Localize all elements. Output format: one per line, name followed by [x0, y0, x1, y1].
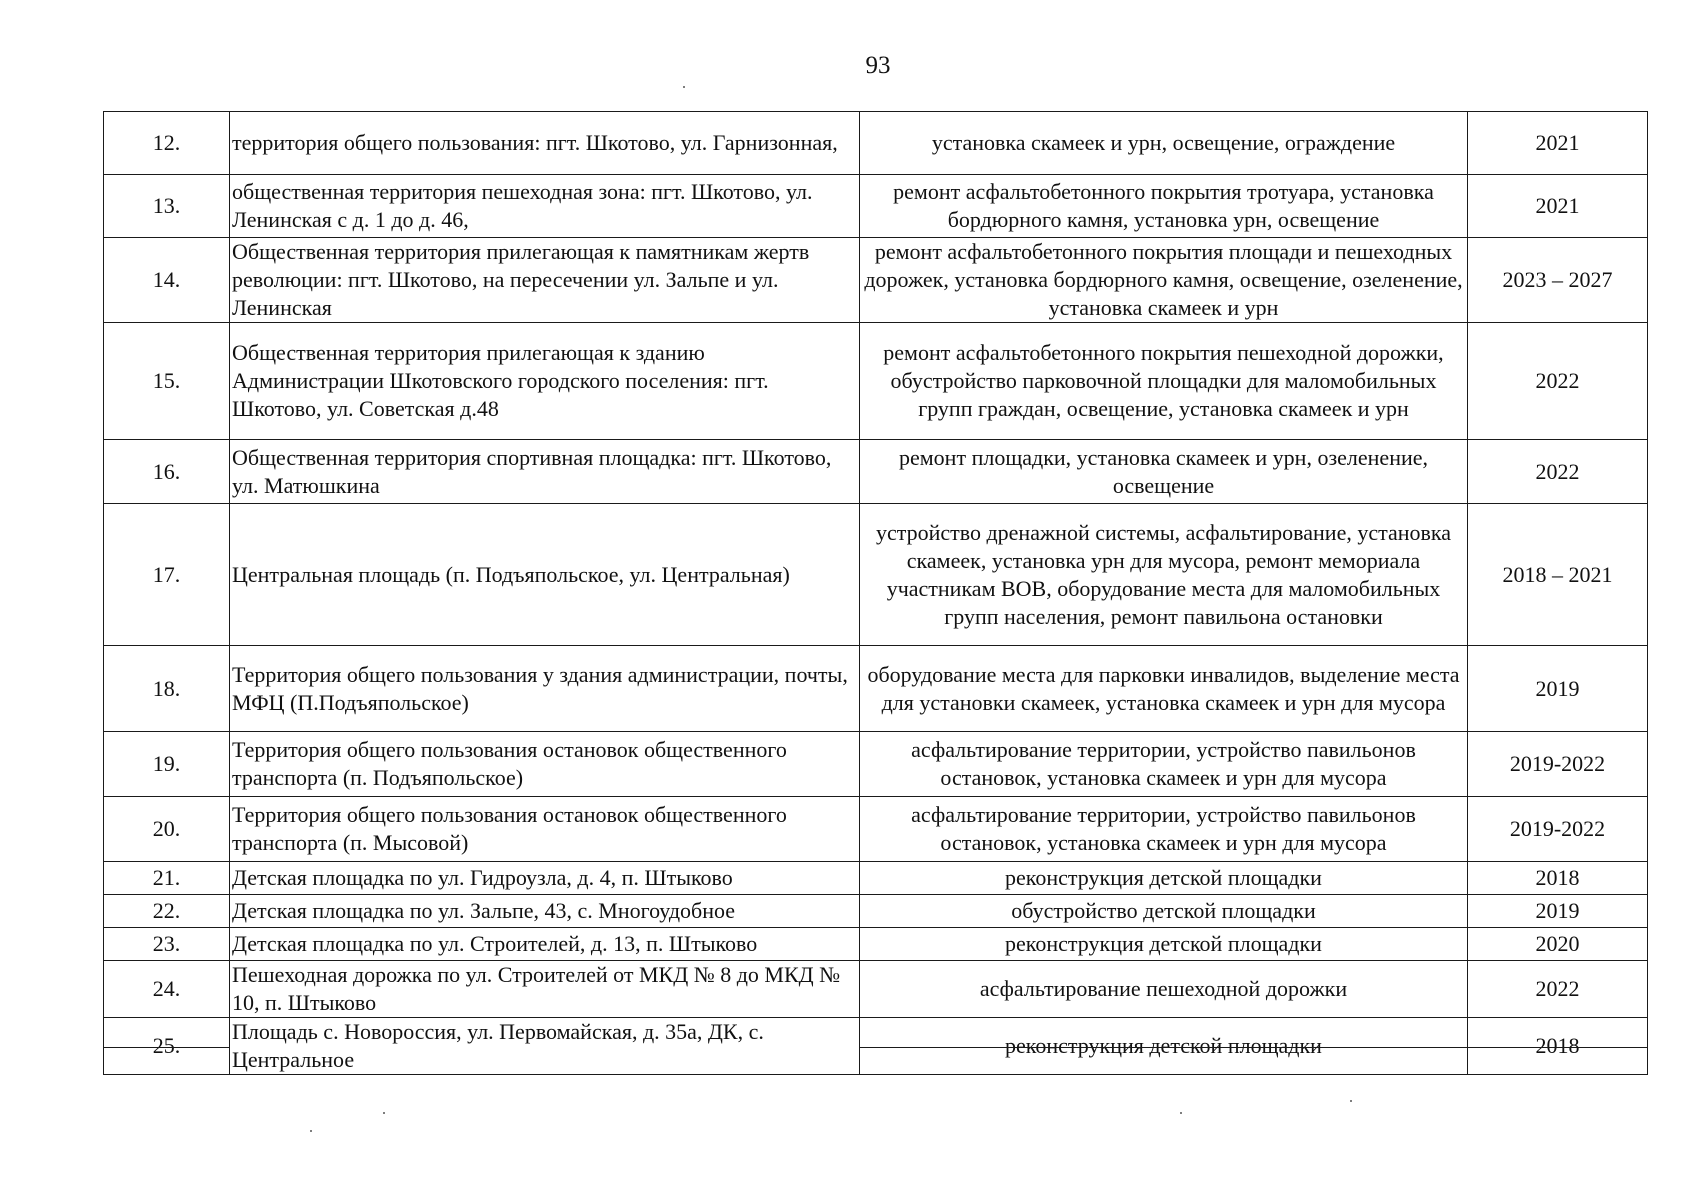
table-row: [104, 1018, 1648, 1075]
territory-cell: Общественная территория прилегающая к зданию Администрации Шкотовского городского поселения: пгт. Шкотово, ул. Советская д.48: [230, 323, 860, 440]
improvement-table: [103, 111, 1648, 1075]
table-row: [104, 732, 1648, 797]
row-number: 18.: [104, 646, 230, 732]
table-row: [104, 797, 1648, 862]
year-cell: 2019-2022: [1468, 732, 1648, 797]
table-row: [104, 112, 1648, 175]
strike-through-line: [860, 1047, 1467, 1048]
row-number: 22.: [104, 895, 230, 928]
works-cell: оборудование места для парковки инвалидов, выделение места для установки скамеек, установка скамеек и урн для мусора: [860, 646, 1468, 732]
works-cell: асфальтирование пешеходной дорожки: [860, 961, 1468, 1018]
row-number: 21.: [104, 862, 230, 895]
works-cell: ремонт асфальтобетонного покрытия площади и пешеходных дорожек, установка бордюрного камня, освещение, озеленение, установка скамеек и урн: [860, 238, 1468, 323]
territory-cell: Территория общего пользования остановок общественного транспорта (п. Подъяпольское): [230, 732, 860, 797]
year-cell: 2022: [1468, 440, 1648, 504]
page-number: 93: [865, 52, 891, 79]
year-cell: 2018 – 2021: [1468, 504, 1648, 646]
works-text: реконструкция детской площадки: [1005, 1033, 1322, 1058]
works-cell: установка скамеек и урн, освещение, ограждение: [860, 112, 1468, 175]
territory-cell: Центральная площадь (п. Подъяпольское, ул. Центральная): [230, 504, 860, 646]
year-cell: 2018: [1468, 862, 1648, 895]
works-cell: [860, 1018, 1468, 1075]
table-row: [104, 895, 1648, 928]
territory-cell: Детская площадка по ул. Строителей, д. 13, п. Штыково: [230, 928, 860, 961]
works-cell: ремонт асфальтобетонного покрытия пешеходной дорожки, обустройство парковочной площадки для маломобильных групп граждан, освещение, установка скамеек и урн: [860, 323, 1468, 440]
row-number: 12.: [104, 112, 230, 175]
territory-cell: территория общего пользования: пгт. Шкотово, ул. Гарнизонная,: [230, 112, 860, 175]
row-number: 15.: [104, 323, 230, 440]
territory-cell: Территория общего пользования остановок общественного транспорта (п. Мысовой): [230, 797, 860, 862]
table-row: [104, 440, 1648, 504]
works-cell: реконструкция детской площадки: [860, 928, 1468, 961]
territory-cell: Пешеходная дорожка по ул. Строителей от МКД № 8 до МКД № 10, п. Штыково: [230, 961, 860, 1018]
year-cell: 2023 – 2027: [1468, 238, 1648, 323]
year-cell: 2019: [1468, 646, 1648, 732]
table-row: [104, 646, 1648, 732]
scan-speck: [310, 1130, 312, 1132]
row-number-cell: [104, 1018, 230, 1075]
row-number: 14.: [104, 238, 230, 323]
year-cell: 2022: [1468, 961, 1648, 1018]
scan-speck: [1180, 1112, 1182, 1114]
works-cell: устройство дренажной системы, асфальтирование, установка скамеек, установка урн для мусора, ремонт мемориала участникам ВОВ, оборудование места для маломобильных групп населения, ремонт павильона остановки: [860, 504, 1468, 646]
year-text: 2018: [1535, 1033, 1580, 1058]
strike-through-line: [104, 1047, 229, 1048]
scan-speck: [383, 1112, 385, 1114]
table-row: [104, 928, 1648, 961]
works-cell: ремонт асфальтобетонного покрытия тротуара, установка бордюрного камня, установка урн, освещение: [860, 175, 1468, 238]
row-number: 17.: [104, 504, 230, 646]
territory-cell: Площадь с. Новороссия, ул. Первомайская, д. 35а, ДК, с. Центральное: [230, 1018, 860, 1075]
works-cell: асфальтирование территории, устройство павильонов остановок, установка скамеек и урн для мусора: [860, 797, 1468, 862]
territory-cell: Детская площадка по ул. Гидроузла, д. 4, п. Штыково: [230, 862, 860, 895]
works-cell: ремонт площадки, установка скамеек и урн, озеленение, освещение: [860, 440, 1468, 504]
table-row: [104, 323, 1648, 440]
row-number: 23.: [104, 928, 230, 961]
territory-cell: Общественная территория спортивная площадка: пгт. Шкотово, ул. Матюшкина: [230, 440, 860, 504]
table-row: [104, 238, 1648, 323]
scan-speck: [683, 86, 685, 88]
territory-cell: Детская площадка по ул. Зальпе, 43, с. Многоудобное: [230, 895, 860, 928]
row-number: 20.: [104, 797, 230, 862]
strike-through-line: [1468, 1047, 1647, 1048]
year-cell: 2021: [1468, 112, 1648, 175]
territory-cell: Территория общего пользования у здания администрации, почты, МФЦ (П.Подъяпольское): [230, 646, 860, 732]
year-cell: 2020: [1468, 928, 1648, 961]
year-cell: 2019-2022: [1468, 797, 1648, 862]
scan-speck: [1350, 1100, 1352, 1102]
works-cell: обустройство детской площадки: [860, 895, 1468, 928]
territory-cell: общественная территория пешеходная зона: пгт. Шкотово, ул. Ленинская с д. 1 до д. 46,: [230, 175, 860, 238]
row-number: 24.: [104, 961, 230, 1018]
works-cell: реконструкция детской площадки: [860, 862, 1468, 895]
year-cell: 2022: [1468, 323, 1648, 440]
table-row: [104, 504, 1648, 646]
row-number: 13.: [104, 175, 230, 238]
table-row: [104, 961, 1648, 1018]
row-number: 25.: [152, 1033, 181, 1058]
year-cell: [1468, 1018, 1648, 1075]
row-number: 16.: [104, 440, 230, 504]
year-cell: 2021: [1468, 175, 1648, 238]
works-cell: асфальтирование территории, устройство павильонов остановок, установка скамеек и урн для мусора: [860, 732, 1468, 797]
territory-cell: Общественная территория прилегающая к памятникам жертв революции: пгт. Шкотово, на пересечении ул. Зальпе и ул. Ленинская: [230, 238, 860, 323]
year-cell: 2019: [1468, 895, 1648, 928]
table-row: [104, 862, 1648, 895]
row-number: 19.: [104, 732, 230, 797]
table-row: [104, 175, 1648, 238]
